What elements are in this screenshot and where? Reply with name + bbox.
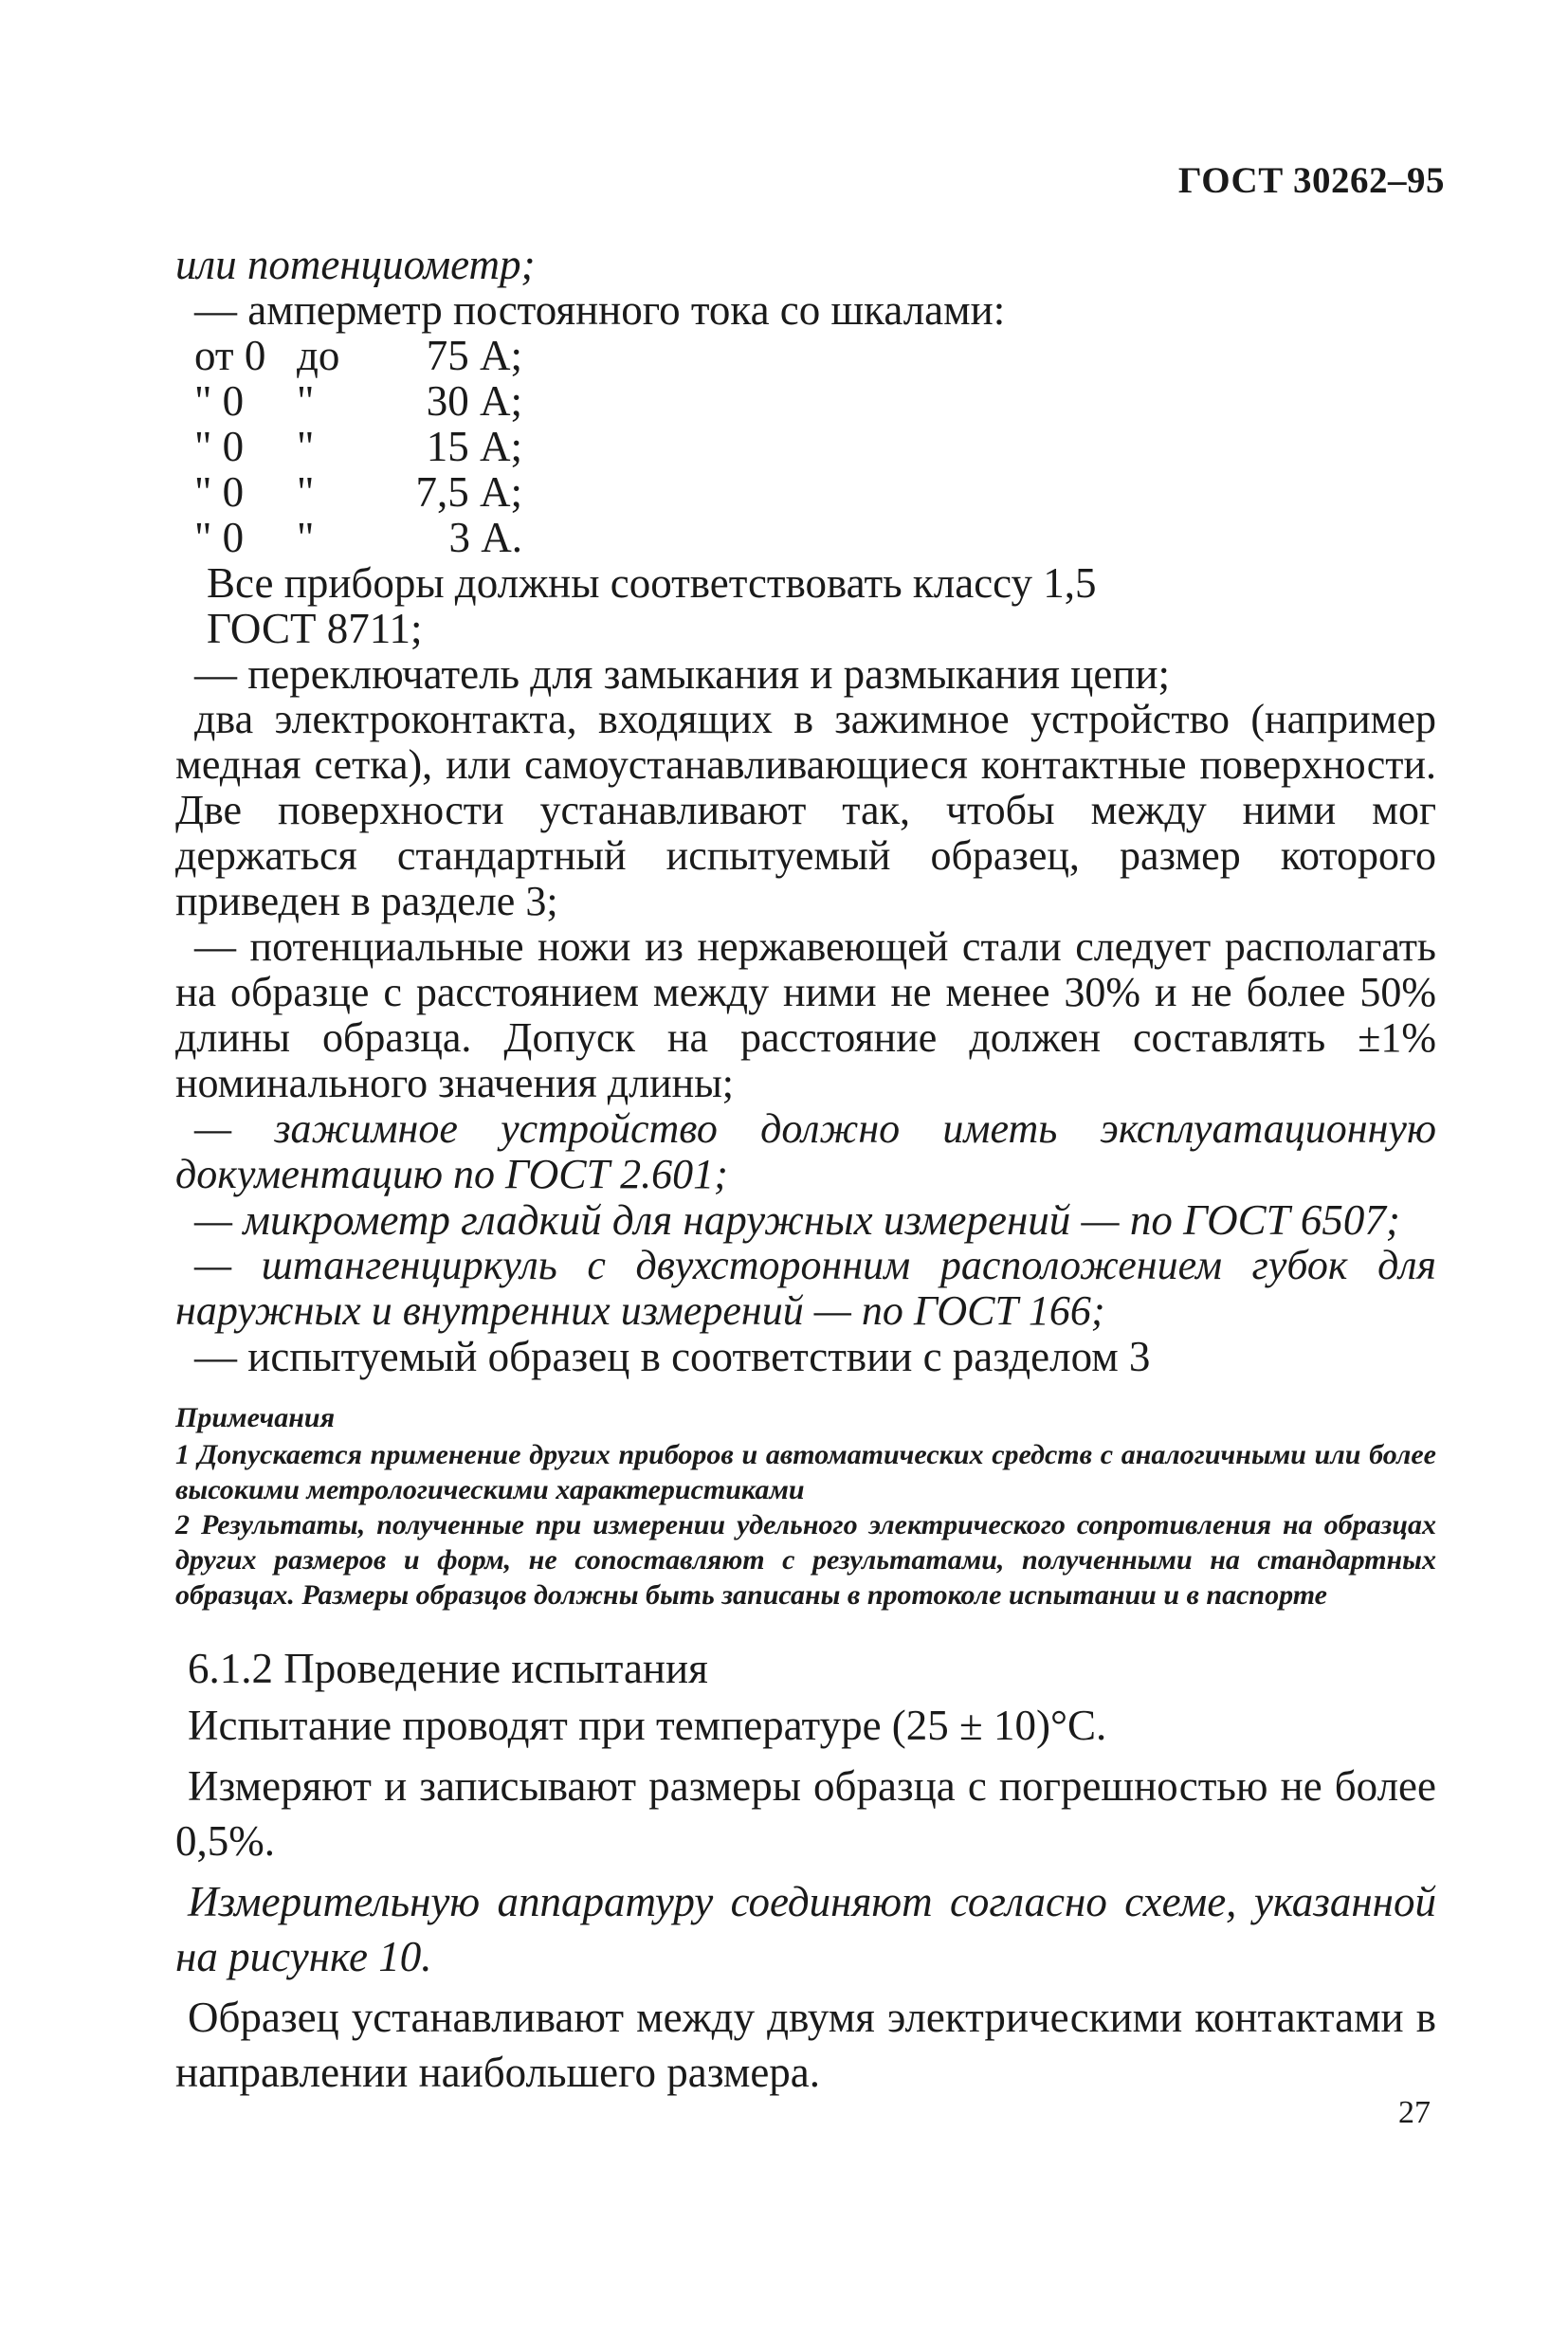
scale-from: от 0 bbox=[194, 332, 266, 379]
scale-value: 75 А; bbox=[426, 332, 522, 379]
installation-paragraph: Образец устанавливают между двумя электрическими контактами в направлении наибольшего размера. bbox=[175, 1994, 1436, 2096]
scale-value: 7,5 А; bbox=[415, 468, 522, 516]
scale-row bbox=[194, 469, 522, 515]
scale-value: 15 А; bbox=[426, 423, 522, 470]
page-content bbox=[175, 242, 1436, 2100]
scale-from: " 0 bbox=[194, 377, 245, 425]
test-sample-line: — испытуемый образец в соответствии с разделом 3 bbox=[194, 1333, 1151, 1380]
document-code: ГОСТ 30262–95 bbox=[1177, 160, 1445, 201]
potentiometer-line: или потенциометр; bbox=[175, 241, 536, 288]
scale-value: 30 А; bbox=[426, 377, 522, 425]
accuracy-class-line: Все приборы должны соответствовать классу 1,5 bbox=[207, 559, 1097, 607]
notes-title: Примечания bbox=[175, 1402, 336, 1433]
micrometer-line: — микрометр гладкий для наружных измерений — по ГОСТ 6507; bbox=[194, 1196, 1400, 1244]
scale-from: " 0 bbox=[194, 514, 245, 561]
note-item: 2 Результаты, полученные при измерении удельного электрического сопротивления на образцах других размеров и форм, не сопоставляют с результатами, полученными на стандартных образцах. Размеры образцов должны быть записаны в протоколе испытании и в паспорте bbox=[175, 1509, 1436, 1611]
scale-to: " bbox=[297, 423, 315, 470]
electrodes-paragraph: два электроконтакта, входящих в зажимное устройство (например медная сетка), или самоустанавливающиеся контактные поверхности. Две поверхности устанавливают так, чтобы между ними мог держаться стандартный испытуемый образец, размер которого приведен в разделе 3; bbox=[175, 696, 1436, 924]
scale-row bbox=[194, 333, 522, 378]
scale-to: " bbox=[297, 468, 315, 516]
ammeter-line: — амперметр постоянного тока со шкалами: bbox=[194, 286, 1006, 334]
temperature-line: Испытание проводят при температуре (25 ± 10)°С. bbox=[188, 1702, 1107, 1749]
clamp-device-paragraph: — зажимное устройство должно иметь эксплуатационную документацию по ГОСТ 2.601; bbox=[175, 1105, 1436, 1197]
caliper-paragraph: — штангенциркуль с двухсторонним расположением губок для наружных и внутренних измерений — по ГОСТ 166; bbox=[175, 1242, 1436, 1334]
scale-to: " bbox=[297, 377, 315, 425]
scale-row bbox=[194, 515, 522, 560]
scale-row bbox=[194, 424, 522, 469]
page-number: 27 bbox=[1398, 2095, 1431, 2130]
connection-paragraph: Измерительную аппаратуру соединяют согласно схеме, указанной на рисунке 10. bbox=[175, 1878, 1436, 1980]
scale-to: до bbox=[297, 332, 340, 379]
accuracy-standard-line: ГОСТ 8711; bbox=[207, 605, 423, 652]
scale-from: " 0 bbox=[194, 423, 245, 470]
scale-from: " 0 bbox=[194, 468, 245, 516]
scale-row bbox=[194, 378, 522, 424]
scale-value: 3 А. bbox=[448, 514, 522, 561]
potential-knives-paragraph: — потенциальные ножи из нержавеющей стали следует располагать на образце с расстоянием между ними не менее 30% и не более 50% длины образца. Допуск на расстояние должен составлять ±1% номинального значения длины; bbox=[175, 923, 1436, 1106]
measure-paragraph: Измеряют и записывают размеры образца с погрешностью не более 0,5%. bbox=[175, 1762, 1436, 1865]
notes-block bbox=[175, 1400, 1436, 1613]
ammeter-scales-table bbox=[194, 333, 522, 560]
note-item: 1 Допускается применение других приборов и автоматических средств с аналогичными или более высокими метрологическими характеристиками bbox=[175, 1439, 1436, 1505]
scale-to: " bbox=[297, 514, 315, 561]
switch-line: — переключатель для замыкания и размыкания цепи; bbox=[194, 650, 1170, 698]
section-heading: 6.1.2 Проведение испытания bbox=[188, 1645, 708, 1692]
